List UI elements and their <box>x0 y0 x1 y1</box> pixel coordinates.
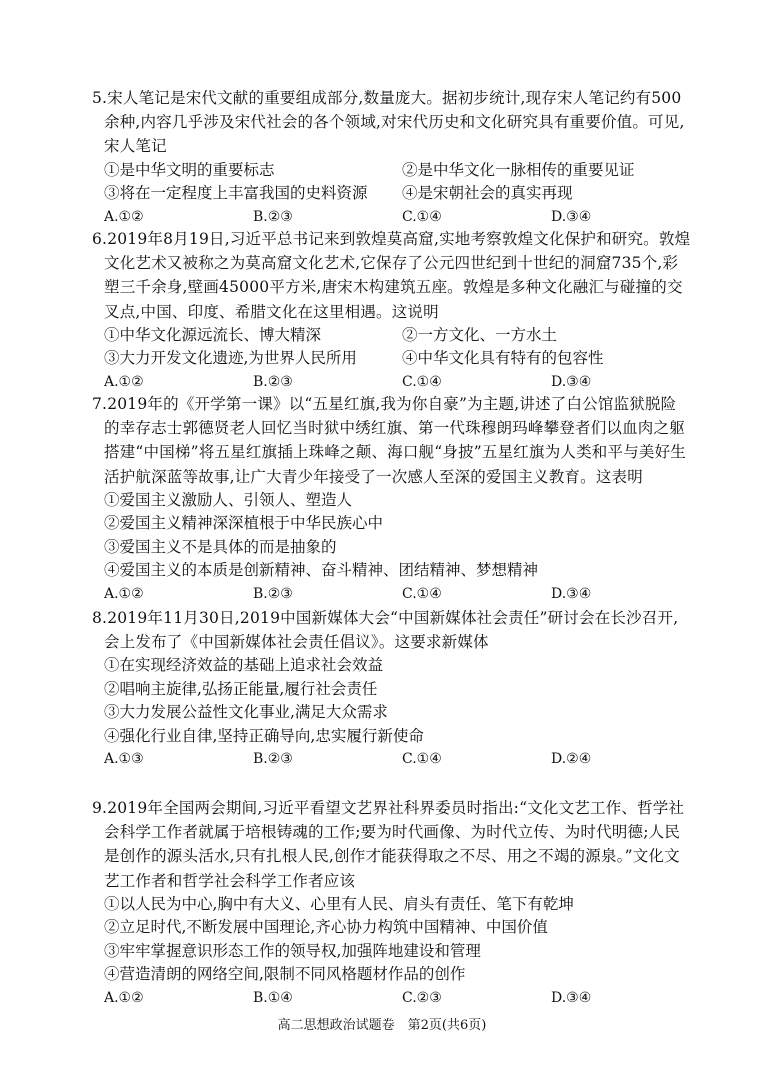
question-6-option-3: ③大力开发文化遗迹,为世界人民所用 <box>104 349 357 368</box>
question-8-option-4: ④强化行业自律,坚持正确导向,忠实履行新使命 <box>104 726 424 745</box>
question-7-answers <box>92 583 692 607</box>
answer-c: C.①④ <box>402 373 442 390</box>
answer-a: A.①② <box>104 585 144 602</box>
question-7-option-1: ①爱国主义激励人、引领人、塑造人 <box>104 490 353 509</box>
question-9-stem: 9.2019年全国两会期间,习近平看望文艺界社科界委员时指出:“文化文艺工作、哲学社会科学工作者就属于培根铸魂的工作;要为时代画像、为时代立传、为时代明德;人民是创作的源头活水,只有扎根人民,创作才能获得取之不尽、用之不竭的源泉。”文化文艺工作者和哲学社会科学工作者应该 <box>92 799 685 890</box>
question-8 <box>92 606 692 772</box>
question-6-options-row-2 <box>92 347 692 371</box>
answer-c: C.①④ <box>402 585 442 602</box>
question-9-answers <box>92 987 692 1011</box>
answer-b: B.②③ <box>253 373 293 390</box>
question-6-option-2: ②一方文化、一方水土 <box>402 325 558 344</box>
question-9-option-1: ①以人民为中心,胸中有大义、心里有人民、肩头有责任、笔下有乾坤 <box>104 894 574 913</box>
question-5-option-3: ③将在一定程度上丰富我国的史料资源 <box>104 184 368 203</box>
question-9-option-3: ③牢牢掌握意识形态工作的领导权,加强阵地建设和管理 <box>104 941 481 960</box>
question-6-stem: 6.2019年8月19日,习近平总书记来到敦煌莫高窟,实地考察敦煌文化保护和研究。敦煌文化艺术又被称之为莫高窟文化艺术,它保存了公元四世纪到十世纪的洞窟735个,彩塑三千余身,壁画45000平方米,唐宋木构建筑五座。敦煌是多种文化融汇与碰撞的交叉点,中国、印度、希腊文化在这里相遇。这说明 <box>92 230 691 321</box>
question-9-option-4: ④营造清朗的网络空间,限制不同风格题材作品的创作 <box>104 965 466 984</box>
answer-a: A.①② <box>104 989 144 1006</box>
question-7 <box>92 392 692 606</box>
question-6-option-1: ①中华文化源远流长、博大精深 <box>104 325 322 344</box>
answer-b: B.②③ <box>253 208 293 225</box>
question-6 <box>92 227 692 394</box>
answer-a: A.①② <box>104 373 144 390</box>
answer-d: D.③④ <box>551 585 592 602</box>
answer-c: C.①④ <box>402 751 442 768</box>
answer-c: C.①④ <box>402 208 442 225</box>
question-8-stem: 8.2019年11月30日,2019中国新媒体大会“中国新媒体社会责任”研讨会在长沙召开,会上发布了《中国新媒体社会责任倡议》。这要求新媒体 <box>92 609 679 652</box>
question-6-answers <box>92 371 692 395</box>
answer-d: D.②④ <box>551 751 592 768</box>
question-6-options-row-1 <box>92 324 692 348</box>
answer-b: B.②③ <box>253 751 293 768</box>
question-8-option-3: ③大力发展公益性文化事业,满足大众需求 <box>104 703 388 722</box>
question-7-option-3: ③爱国主义不是具体的而是抽象的 <box>104 537 337 556</box>
question-7-option-4: ④爱国主义的本质是创新精神、奋斗精神、团结精神、梦想精神 <box>104 561 539 580</box>
answer-d: D.③④ <box>551 989 592 1006</box>
question-6-option-4: ④中华文化具有特有的包容性 <box>402 349 604 368</box>
question-9 <box>92 796 692 1010</box>
question-5-option-2: ②是中华文化一脉相传的重要见证 <box>402 160 635 179</box>
page-footer: 高二思想政治试题卷 第2页(共6页) <box>277 1018 487 1033</box>
question-7-option-2: ②爱国主义精神深深植根于中华民族心中 <box>104 514 384 533</box>
question-5-answers <box>92 206 692 230</box>
question-5-option-4: ④是宋朝社会的真实再现 <box>402 184 573 203</box>
answer-b: B.②③ <box>253 585 293 602</box>
question-5-options-row-1 <box>92 159 692 183</box>
answer-a: A.①③ <box>104 751 144 768</box>
question-8-option-1: ①在实现经济效益的基础上追求社会效益 <box>104 656 384 675</box>
question-7-stem: 7.2019年的《开学第一课》以“五星红旗,我为你自豪”为主题,讲述了白公馆监狱脱险的幸存志士郭德贤老人回忆当时狱中绣红旗、第一代珠穆朗玛峰攀登者们以血肉之躯搭建“中国梯”将五星红旗插上珠峰之颠、海口舰“身披”五星红旗为人类和平与美好生活护航深蓝等故事,让广大青少年接受了一次感人至深的爱国主义教育。这表明 <box>92 395 686 486</box>
question-9-option-2: ②立足时代,不断发展中国理论,齐心协力构筑中国精神、中国价值 <box>104 918 548 937</box>
answer-d: D.③④ <box>551 373 592 390</box>
question-5-stem: 5.宋人笔记是宋代文献的重要组成部分,数量庞大。据初步统计,现存宋人笔记约有500余种,内容几乎涉及宋代社会的各个领域,对宋代历史和文化研究具有重要价值。可见,宋人笔记 <box>92 89 685 156</box>
answer-d: D.③④ <box>551 208 592 225</box>
question-5-option-1: ①是中华文明的重要标志 <box>104 160 275 179</box>
answer-b: B.①④ <box>253 989 293 1006</box>
answer-c: C.②③ <box>402 989 442 1006</box>
question-8-answers <box>92 748 692 772</box>
question-5 <box>92 86 692 229</box>
question-5-options-row-2 <box>92 182 692 206</box>
answer-a: A.①② <box>104 208 144 225</box>
question-8-option-2: ②唱响主旋律,弘扬正能量,履行社会责任 <box>104 679 378 698</box>
